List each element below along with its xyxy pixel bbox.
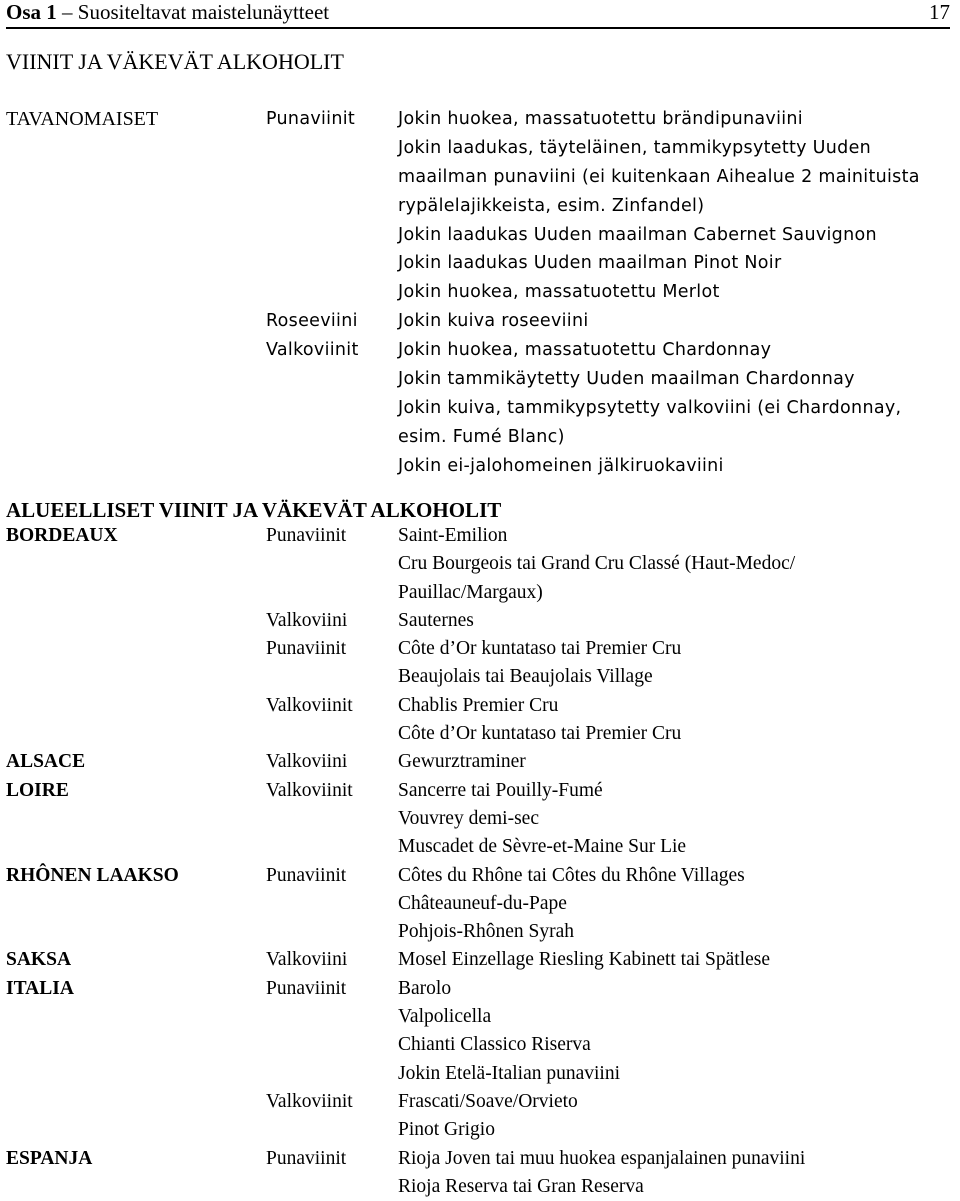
- title-separator: –: [56, 0, 78, 24]
- table-row: [6, 1116, 956, 1144]
- wine-description-cell: Sancerre tai Pouilly-Fumé: [398, 779, 603, 801]
- wine-type-cell: Punaviinit: [266, 525, 347, 546]
- wine-type-cell: Valkoviinit: [266, 694, 353, 716]
- common-wines-table: [6, 105, 956, 481]
- regional-wines-table: [6, 522, 956, 1201]
- page-title: [6, 0, 329, 24]
- table-row: [6, 1088, 956, 1116]
- region-cell: TAVANOMAISET: [6, 108, 159, 130]
- table-row: [6, 336, 956, 365]
- wine-description-cell: Côtes du Rhône tai Côtes du Rhône Villages: [398, 864, 745, 886]
- table-row: [6, 777, 956, 805]
- region-cell: SAKSA: [6, 949, 72, 971]
- wine-description-cell: Pauillac/Margaux): [398, 581, 543, 603]
- table-row: [6, 452, 956, 481]
- wine-type-cell: Valkoviini: [266, 609, 348, 631]
- wine-type-cell: Punaviinit: [266, 1147, 347, 1169]
- wine-type-cell: Punaviinit: [266, 109, 356, 129]
- table-row: [6, 946, 956, 974]
- wine-description-cell: Saint-Emilion: [398, 525, 508, 546]
- wine-description-cell: Chablis Premier Cru: [398, 694, 559, 716]
- table-row: [6, 1031, 956, 1059]
- wine-description-cell: Sauternes: [398, 609, 474, 631]
- wine-description-cell: Châteauneuf-du-Pape: [398, 892, 567, 914]
- wine-description-cell: esim. Fumé Blanc): [398, 426, 565, 447]
- wine-type-cell: Valkoviini: [266, 751, 348, 773]
- wine-description-cell: Chianti Classico Riserva: [398, 1034, 591, 1056]
- table-row: [6, 890, 956, 918]
- table-row: [6, 365, 956, 394]
- table-row: [6, 249, 956, 278]
- wine-description-cell: Jokin laadukas, täyteläinen, tammikypsytetty Uuden: [398, 137, 872, 158]
- table-row: [6, 918, 956, 946]
- table-row: [6, 423, 956, 452]
- table-row: [6, 105, 956, 134]
- wine-description-cell: rypälelajikkeista, esim. Zinfandel): [398, 195, 705, 216]
- region-cell: ALSACE: [6, 751, 86, 773]
- wine-type-cell: Punaviinit: [266, 977, 347, 999]
- wine-type-cell: Valkoviinit: [266, 1090, 353, 1112]
- table-row: [6, 748, 956, 776]
- table-row: [6, 862, 956, 890]
- header-rule: [6, 27, 950, 29]
- table-row: [6, 975, 956, 1003]
- wine-type-cell: Valkoviinit: [266, 340, 359, 361]
- table-row: [6, 307, 956, 336]
- page-title-text: Suositeltavat maistelunäytteet: [77, 0, 330, 24]
- region-cell: BORDEAUX: [6, 525, 118, 546]
- wine-description-cell: Mosel Einzellage Riesling Kabinett tai Spätlese: [398, 949, 771, 971]
- table-row: [6, 805, 956, 833]
- table-row: [6, 550, 956, 578]
- wine-description-cell: Cru Bourgeois tai Grand Cru Classé (Haut-Medoc/: [398, 553, 796, 575]
- wine-description-cell: Pohjois-Rhônen Syrah: [398, 921, 575, 943]
- wine-description-cell: maailman punaviini (ei kuitenkaan Aihealue 2 mainituista: [398, 166, 920, 187]
- table-row: [6, 607, 956, 635]
- table-row: [6, 1173, 956, 1201]
- wine-description-cell: Jokin kuiva roseeviini: [398, 311, 589, 332]
- wine-description-cell: Barolo: [398, 977, 452, 999]
- regional-section-title: ALUEELLISET VIINIT JA VÄKEVÄT ALKOHOLIT: [6, 498, 502, 522]
- table-row: [6, 134, 956, 163]
- table-row: [6, 163, 956, 192]
- wine-type-cell: Punaviinit: [266, 864, 347, 886]
- wine-description-cell: Jokin huokea, massatuotettu brändipunaviini: [398, 109, 803, 129]
- wine-description-cell: Gewurztraminer: [398, 751, 526, 773]
- table-row: [6, 663, 956, 691]
- wine-description-cell: Jokin Etelä-Italian punaviini: [398, 1062, 621, 1084]
- wine-description-cell: Valpolicella: [398, 1006, 492, 1028]
- wine-type-cell: Valkoviini: [266, 949, 348, 971]
- wine-description-cell: Jokin kuiva, tammikypsytetty valkoviini (ei Chardonnay,: [398, 397, 902, 418]
- wine-type-cell: Valkoviinit: [266, 779, 353, 801]
- wine-description-cell: Jokin huokea, massatuotettu Chardonnay: [398, 340, 772, 361]
- region-cell: LOIRE: [6, 779, 69, 801]
- table-row: [6, 1145, 956, 1173]
- wine-description-cell: Frascati/Soave/Orvieto: [398, 1090, 578, 1112]
- table-row: [6, 221, 956, 250]
- part-label: Osa 1: [6, 0, 57, 24]
- table-row: [6, 278, 956, 307]
- wine-description-cell: Vouvrey demi-sec: [398, 807, 539, 829]
- wine-description-cell: Jokin ei-jalohomeinen jälkiruokaviini: [398, 455, 724, 476]
- wine-description-cell: Jokin huokea, massatuotettu Merlot: [398, 282, 720, 303]
- wine-description-cell: Beaujolais tai Beaujolais Village: [398, 666, 653, 688]
- wine-description-cell: Rioja Reserva tai Gran Reserva: [398, 1175, 644, 1197]
- table-row: [6, 192, 956, 221]
- wine-description-cell: Rioja Joven tai muu huokea espanjalainen punaviini: [398, 1147, 806, 1169]
- wine-description-cell: Jokin laadukas Uuden maailman Cabernet Sauvignon: [398, 224, 877, 245]
- table-row: [6, 1060, 956, 1088]
- region-cell: ITALIA: [6, 977, 74, 999]
- table-row: [6, 692, 956, 720]
- table-row: [6, 720, 956, 748]
- section-title: VIINIT JA VÄKEVÄT ALKOHOLIT: [6, 49, 344, 74]
- wine-description-cell: Côte d’Or kuntataso tai Premier Cru: [398, 638, 682, 660]
- page-number: 17: [929, 0, 950, 24]
- table-row: [6, 635, 956, 663]
- table-row: [6, 833, 956, 861]
- wine-description-cell: Jokin tammikäytetty Uuden maailman Chardonnay: [398, 369, 855, 390]
- wine-description-cell: Jokin laadukas Uuden maailman Pinot Noir: [398, 253, 782, 274]
- wine-description-cell: Muscadet de Sèvre-et-Maine Sur Lie: [398, 836, 687, 858]
- wine-type-cell: Punaviinit: [266, 638, 347, 660]
- region-cell: ESPANJA: [6, 1147, 93, 1169]
- wine-description-cell: Côte d’Or kuntataso tai Premier Cru: [398, 723, 682, 745]
- table-row: [6, 522, 956, 550]
- table-row: [6, 1003, 956, 1031]
- table-row: [6, 579, 956, 607]
- region-cell: RHÔNEN LAAKSO: [6, 864, 179, 886]
- table-row: [6, 394, 956, 423]
- page-header: [6, 0, 950, 26]
- wine-type-cell: Roseeviini: [266, 311, 358, 332]
- wine-description-cell: Pinot Grigio: [398, 1119, 495, 1141]
